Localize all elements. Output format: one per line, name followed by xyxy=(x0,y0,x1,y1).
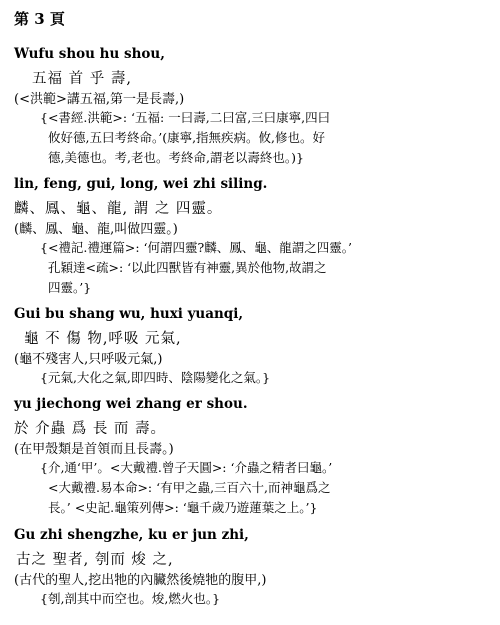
commentary-line: 四靈。’} xyxy=(48,280,92,295)
pinyin-line: Wufu shou hu shou, xyxy=(14,46,165,62)
commentary-line: {<書經.洪範>: ‘五福: 一曰壽,二曰富,三曰康寧,四曰 xyxy=(40,110,331,125)
translation-line: (古代的聖人,挖出牠的內臟然後燒牠的腹甲,) xyxy=(14,573,267,588)
pinyin-line: lin, feng, gui, long, wei zhi siling. xyxy=(14,176,268,192)
translation-line: (龜不殘害人,只呼吸元氣,) xyxy=(14,352,163,367)
commentary-line: 德,美德也。考,老也。考終命,謂老以壽終也。)} xyxy=(48,150,305,165)
chinese-line: 古之 聖者, 刳而 焌 之, xyxy=(16,552,174,568)
chinese-line: 龜 不 傷 物,呼吸 元氣, xyxy=(24,331,182,347)
pinyin-line: Gui bu shang wu, huxi yuanqi, xyxy=(14,306,244,322)
commentary-line: 攸好德,五曰考終命。’(康寧,指無疾病。攸,修也。好 xyxy=(48,130,326,145)
pinyin-line: yu jiechong wei zhang er shou. xyxy=(14,396,248,412)
chinese-line: 五福 首 乎 壽, xyxy=(32,71,132,87)
commentary-line: {介,通‘甲’。<大戴禮.曾子天圓>: ‘介蟲之精者曰龜。’ xyxy=(40,460,333,475)
commentary-line: {<禮記.禮運篇>: ‘何謂四靈?麟、鳳、龜、龍謂之四靈。’ xyxy=(40,240,352,255)
commentary-line: 孔穎達<疏>: ‘以此四獸皆有神靈,異於他物,故謂之 xyxy=(48,260,327,275)
commentary-line: {元氣,大化之氣,即四時、陰陽變化之氣。} xyxy=(40,370,271,385)
page-number: 第 3 頁 xyxy=(14,10,65,28)
pinyin-line: Gu zhi shengzhe, ku er jun zhi, xyxy=(14,527,249,543)
commentary-line: <大戴禮.易本命>: ‘有甲之蟲,三百六十,而神龜爲之 xyxy=(48,480,331,495)
chinese-line: 於 介蟲 爲 長 而 壽。 xyxy=(14,421,167,437)
translation-line: (麟、鳳、龜、龍,叫做四靈。) xyxy=(14,222,178,237)
commentary-line: 長。’ <史記.龜策列傳>: ‘龜千歲乃遊蓮葉之上。’} xyxy=(48,500,318,515)
chinese-line: 麟、鳳、龜、龍, 謂 之 四靈。 xyxy=(14,201,223,217)
commentary-line: {刳,剖其中而空也。焌,燃火也。} xyxy=(40,591,221,606)
translation-line: (在甲殼類是首領而且長壽。) xyxy=(14,442,174,457)
translation-line: (<洪範>講五福,第一是長壽,) xyxy=(14,92,185,107)
